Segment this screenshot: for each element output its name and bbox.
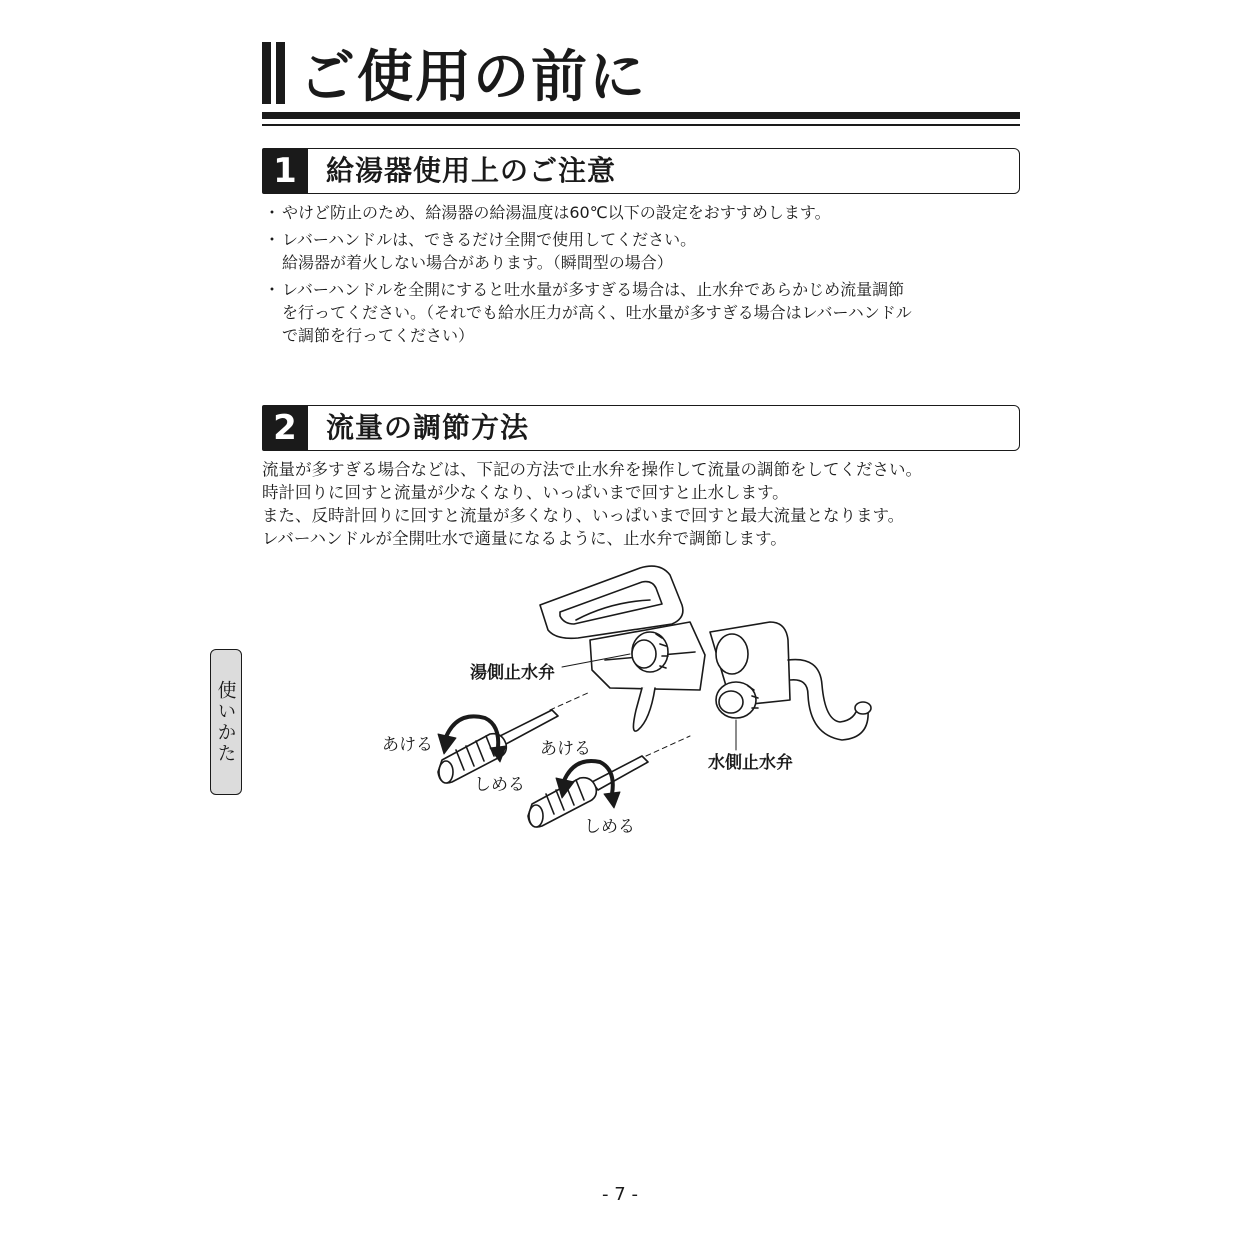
open-label-2: あける — [540, 739, 591, 759]
bullet-line: を行ってください。（それでも給水圧力が高く、吐水量が多すぎる場合はレバーハンドル — [282, 303, 912, 322]
faucet-illustration — [360, 560, 880, 850]
open-label-1: あける — [382, 735, 433, 755]
section1-title: 給湯器使用上のご注意 — [326, 154, 617, 187]
bullet-line: ・ レバーハンドルは、できるだけ全開で使用してください。 — [282, 230, 697, 249]
body-line: 流量が多すぎる場合などは、下記の方法で止水弁を操作して流量の調節をしてください。 — [262, 460, 922, 479]
title-rule-thin — [262, 124, 1020, 126]
section1-number: 1 — [262, 148, 308, 194]
section2-title: 流量の調節方法 — [326, 411, 530, 444]
title-rule-thick — [262, 112, 1020, 119]
section1-bullets — [264, 201, 1024, 351]
section2-number: 2 — [262, 405, 308, 451]
title-bar-marks — [262, 42, 285, 104]
body-line: レバーハンドルが全開吐水で適量になるように、止水弁で調節します。 — [262, 529, 787, 548]
section1-header — [262, 148, 1020, 194]
page-title — [262, 40, 647, 110]
bullet-line: ・ レバーハンドルを全開にすると吐水量が多すぎる場合は、止水弁であらかじめ流量調節 — [282, 280, 905, 299]
section2-header — [262, 405, 1020, 451]
bullet-item — [264, 228, 1024, 274]
bullet-item — [264, 201, 1024, 224]
side-tab — [210, 649, 242, 795]
section2-body — [262, 458, 1032, 550]
cold-valve-label: 水側止水弁 — [708, 753, 793, 773]
body-line: また、反時計回りに回すと流量が多くなり、いっぱいまで回すと最大流量となります。 — [262, 506, 905, 525]
faucet-drawing — [360, 560, 880, 850]
close-label-2: しめる — [584, 817, 635, 837]
bullet-line: で調節を行ってください） — [282, 326, 475, 345]
bullet-item — [264, 278, 1024, 347]
bullet-line: ・ やけど防止のため、給湯器の給湯温度は60℃以下の設定をおすすめします。 — [282, 203, 831, 222]
close-label-1: しめる — [474, 775, 525, 795]
bullet-line: 給湯器が着火しない場合があります。（瞬間型の場合） — [282, 253, 673, 272]
page-number: - 7 - — [602, 1184, 638, 1205]
body-line: 時計回りに回すと流量が少なくなり、いっぱいまで回すと止水します。 — [262, 483, 789, 502]
hot-valve-label: 湯側止水弁 — [470, 663, 555, 683]
page-title-text: ご使用の前に — [299, 45, 647, 110]
side-tab-label: 使いかた — [214, 680, 237, 764]
